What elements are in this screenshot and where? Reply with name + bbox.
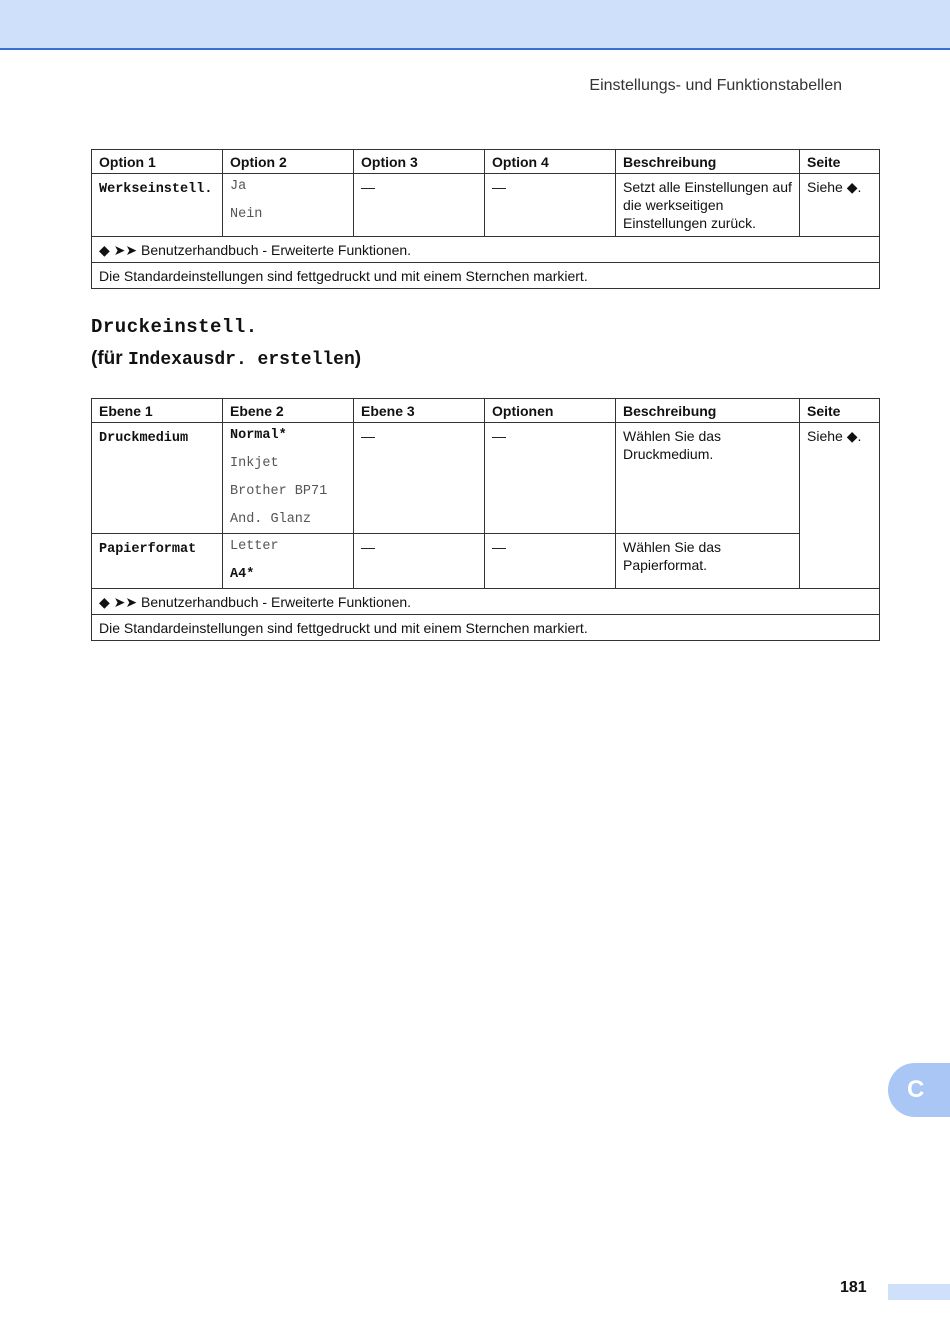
- option4-cell: —: [485, 174, 616, 237]
- column-header: Optionen: [485, 399, 616, 423]
- setting-name: Druckmedium: [99, 431, 189, 446]
- level2-cell: [223, 423, 354, 534]
- column-header: Beschreibung: [616, 150, 800, 174]
- level2-cell: [223, 534, 354, 589]
- description-cell: Wählen Sie das Druckmedium.: [616, 423, 800, 534]
- reference-note: ◆ ➤➤ Benutzerhandbuch - Erweiterte Funktionen.: [92, 589, 880, 615]
- level3-cell: —: [354, 534, 485, 589]
- top-color-band: [0, 0, 950, 50]
- option-value: Nein: [230, 207, 263, 222]
- page-number: 181: [840, 1279, 867, 1296]
- running-header: Einstellungs- und Funktionstabellen: [589, 77, 842, 94]
- note-row: [92, 263, 880, 289]
- defaults-note: Die Standardeinstellungen sind fettgedruckt und mit einem Sternchen markiert.: [92, 615, 880, 641]
- defaults-note: Die Standardeinstellungen sind fettgedruckt und mit einem Sternchen markiert.: [92, 263, 880, 289]
- description-cell: Setzt alle Einstellungen auf die werkseitigen Einstellungen zurück.: [616, 174, 800, 237]
- table-row: [92, 174, 880, 237]
- note-row: [92, 237, 880, 263]
- options-cell: —: [485, 534, 616, 589]
- option3-cell: —: [354, 174, 485, 237]
- note-row: [92, 589, 880, 615]
- subtitle-mono: Indexausdr. erstellen: [127, 350, 355, 370]
- print-settings-table: [91, 398, 880, 641]
- option-value: Inkjet: [230, 456, 279, 471]
- level1-cell: [92, 534, 223, 589]
- options-cell: —: [485, 423, 616, 534]
- subtitle-prefix: (für: [91, 348, 128, 369]
- level1-cell: [92, 423, 223, 534]
- table-row: [92, 534, 880, 589]
- section-title: Druckeinstell.: [91, 316, 258, 338]
- column-header: Option 1: [92, 150, 223, 174]
- column-header: Seite: [800, 150, 880, 174]
- setting-name: Papierformat: [99, 542, 197, 557]
- table-header-row: [92, 399, 880, 423]
- option2-cell: [223, 174, 354, 237]
- option-value: Letter: [230, 539, 279, 554]
- option-default: A4*: [230, 567, 255, 582]
- option-value: Ja: [230, 179, 247, 194]
- column-header: Seite: [800, 399, 880, 423]
- column-header: Ebene 1: [92, 399, 223, 423]
- option-value: And. Glanz: [230, 512, 312, 527]
- option-default: Normal*: [230, 428, 287, 443]
- note-row: [92, 615, 880, 641]
- column-header: Option 4: [485, 150, 616, 174]
- page-ref-cell: Siehe ◆.: [800, 423, 880, 589]
- column-header: Ebene 2: [223, 399, 354, 423]
- description-cell: Wählen Sie das Papierformat.: [616, 534, 800, 589]
- table-row: [92, 423, 880, 534]
- setting-name: Werkseinstell.: [99, 182, 213, 197]
- section-subtitle: [91, 348, 361, 370]
- column-header: Beschreibung: [616, 399, 800, 423]
- subtitle-suffix: ): [354, 348, 362, 369]
- option1-cell: [92, 174, 223, 237]
- factory-settings-table: [91, 149, 880, 289]
- page-ref-cell: Siehe ◆.: [800, 174, 880, 237]
- column-header: Ebene 3: [354, 399, 485, 423]
- reference-note: ◆ ➤➤ Benutzerhandbuch - Erweiterte Funktionen.: [92, 237, 880, 263]
- column-header: Option 3: [354, 150, 485, 174]
- level3-cell: —: [354, 423, 485, 534]
- table-header-row: [92, 150, 880, 174]
- page-number-bar: [888, 1284, 950, 1300]
- column-header: Option 2: [223, 150, 354, 174]
- chapter-tab: C: [888, 1063, 950, 1117]
- option-value: Brother BP71: [230, 484, 328, 499]
